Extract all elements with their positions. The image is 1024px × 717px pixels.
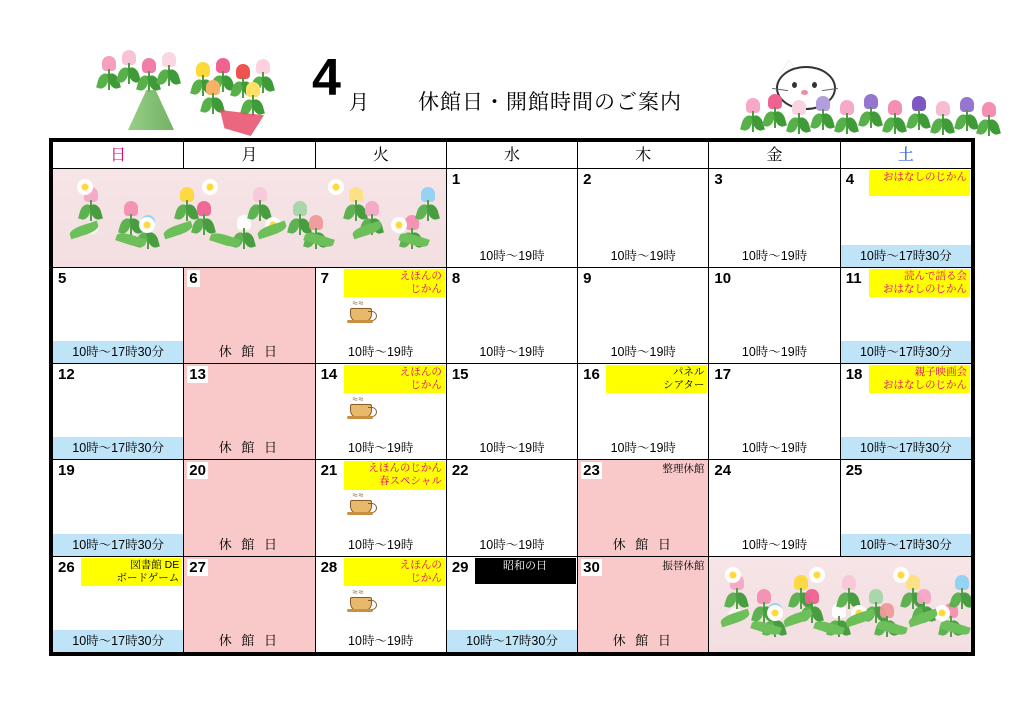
calendar-day-cell[interactable] bbox=[184, 556, 315, 652]
opening-hours-label: 10時～19時 bbox=[348, 634, 414, 648]
day-number: 2 bbox=[583, 171, 592, 188]
dow-thursday: 木 bbox=[578, 142, 709, 169]
day-cell-inner bbox=[53, 460, 183, 555]
day-cell-inner bbox=[841, 268, 971, 363]
day-number: 13 bbox=[189, 366, 206, 384]
day-cell-inner bbox=[184, 460, 314, 555]
day-cell-inner bbox=[841, 169, 971, 267]
opening-hours-label: 10時～19時 bbox=[479, 441, 545, 456]
day-number: 28 bbox=[320, 558, 338, 576]
calendar-banner-cell bbox=[53, 169, 447, 268]
day-number: 4 bbox=[845, 171, 855, 188]
dow-saturday: 土 bbox=[840, 142, 971, 169]
day-number: 23 bbox=[583, 462, 600, 480]
page-header bbox=[0, 0, 1024, 138]
day-cell-inner bbox=[709, 364, 839, 459]
calendar-week-row bbox=[53, 169, 972, 268]
calendar-day-cell[interactable] bbox=[840, 364, 971, 460]
day-cell-inner bbox=[578, 460, 708, 555]
opening-hours-label: 10時～17時30分 bbox=[53, 534, 183, 556]
opening-hours-label: 10時～17時30分 bbox=[841, 534, 971, 556]
day-event-note: 図書館 DE ボードゲーム bbox=[81, 558, 182, 586]
calendar-day-cell[interactable] bbox=[578, 460, 709, 556]
day-cell-inner bbox=[709, 460, 839, 555]
calendar-day-cell[interactable] bbox=[53, 267, 184, 363]
day-cell-inner bbox=[578, 268, 708, 363]
opening-hours-label: 10時～19時 bbox=[741, 441, 808, 456]
day-number: 24 bbox=[714, 462, 732, 480]
calendar-day-cell[interactable] bbox=[709, 364, 840, 460]
day-cell-inner bbox=[316, 557, 446, 652]
calendar-day-cell[interactable] bbox=[446, 267, 577, 363]
day-cell-inner bbox=[841, 460, 971, 555]
opening-hours-label: 10時～17時30分 bbox=[53, 630, 183, 652]
calendar-day-cell[interactable] bbox=[578, 169, 709, 268]
day-number: 14 bbox=[320, 366, 338, 384]
calendar-week-row bbox=[53, 460, 972, 556]
calendar-day-cell[interactable] bbox=[53, 364, 184, 460]
calendar-day-cell[interactable] bbox=[840, 460, 971, 556]
day-cell-inner bbox=[184, 557, 314, 652]
day-cell-inner bbox=[578, 169, 708, 267]
day-cell-inner bbox=[184, 364, 314, 459]
opening-hours-label: 10時～19時 bbox=[348, 537, 414, 552]
dow-monday: 月 bbox=[184, 142, 315, 169]
closed-day-label: 休 館 日 bbox=[184, 437, 314, 459]
calendar-day-cell[interactable] bbox=[578, 556, 709, 652]
coffee-cup-icon: ≈≈ bbox=[346, 394, 376, 420]
day-number: 27 bbox=[189, 558, 206, 576]
calendar-day-cell[interactable] bbox=[315, 556, 446, 652]
day-number: 19 bbox=[58, 462, 75, 480]
day-number: 21 bbox=[320, 462, 338, 480]
opening-hours-label: 10時～19時 bbox=[741, 248, 808, 263]
day-cell-inner bbox=[316, 268, 446, 363]
dow-wednesday: 水 bbox=[446, 142, 577, 169]
day-number: 16 bbox=[583, 366, 600, 384]
day-cell-inner bbox=[184, 268, 314, 363]
tulip-banner-illustration bbox=[53, 169, 446, 267]
calendar bbox=[49, 138, 975, 656]
opening-hours-label: 10時～17時30分 bbox=[841, 245, 971, 267]
tulip-bouquet-center-icon bbox=[190, 58, 300, 138]
day-event-note: えほんの じかん bbox=[344, 558, 445, 586]
calendar-day-cell[interactable] bbox=[709, 267, 840, 363]
calendar-table bbox=[52, 141, 972, 653]
calendar-day-cell[interactable] bbox=[53, 460, 184, 556]
calendar-banner-cell bbox=[709, 556, 972, 652]
dow-friday: 金 bbox=[709, 142, 840, 169]
day-event-note: おはなしのじかん bbox=[869, 170, 970, 196]
calendar-day-cell[interactable] bbox=[315, 460, 446, 556]
tulip-banner-illustration bbox=[709, 557, 971, 652]
day-number: 17 bbox=[714, 366, 732, 384]
day-number: 1 bbox=[451, 171, 461, 188]
day-cell-inner bbox=[53, 557, 183, 652]
opening-hours-label: 10時～17時30分 bbox=[841, 437, 971, 459]
day-event-note: 振替休館 bbox=[662, 559, 705, 572]
day-cell-inner bbox=[709, 169, 839, 267]
opening-hours-label: 10時～19時 bbox=[741, 345, 808, 360]
calendar-day-cell[interactable] bbox=[709, 169, 840, 268]
opening-hours-label: 10時～19時 bbox=[348, 345, 414, 360]
day-number: 12 bbox=[58, 366, 75, 384]
dow-tuesday: 火 bbox=[315, 142, 446, 169]
opening-hours-label: 10時～17時30分 bbox=[841, 341, 971, 363]
calendar-day-cell[interactable] bbox=[446, 460, 577, 556]
day-number: 5 bbox=[58, 269, 67, 287]
day-event-note: えほんの じかん bbox=[344, 365, 445, 393]
day-event-note: 読んで語る会 おはなしのじかん bbox=[869, 269, 970, 297]
opening-hours-label: 10時～19時 bbox=[741, 537, 808, 552]
calendar-day-cell[interactable] bbox=[578, 364, 709, 460]
opening-hours-label: 10時～17時30分 bbox=[53, 437, 183, 459]
calendar-day-cell[interactable] bbox=[53, 556, 184, 652]
calendar-day-cell[interactable] bbox=[315, 267, 446, 363]
day-cell-inner bbox=[447, 169, 577, 267]
day-number: 18 bbox=[845, 366, 863, 384]
month-unit-label: 月 bbox=[349, 92, 369, 114]
day-cell-inner bbox=[447, 268, 577, 363]
opening-hours-label: 10時～19時 bbox=[610, 441, 676, 456]
closed-day-label: 休 館 日 bbox=[184, 630, 314, 652]
tulip-row-right-icon bbox=[742, 80, 1012, 138]
page-title: 休館日・開館時間のご案内 bbox=[418, 91, 682, 114]
day-number: 30 bbox=[583, 558, 600, 576]
day-number: 11 bbox=[845, 269, 862, 287]
day-event-note: 親子映画会 おはなしのじかん bbox=[869, 365, 970, 393]
calendar-day-cell[interactable] bbox=[709, 460, 840, 556]
day-number: 3 bbox=[714, 171, 723, 188]
closed-day-label: 休 館 日 bbox=[184, 341, 314, 363]
day-cell-inner bbox=[447, 364, 577, 459]
day-cell-inner bbox=[53, 268, 183, 363]
coffee-cup-icon: ≈≈ bbox=[346, 587, 376, 613]
day-number: 20 bbox=[189, 462, 206, 480]
closed-day-label: 休 館 日 bbox=[184, 534, 314, 556]
opening-hours-label: 10時～19時 bbox=[479, 248, 545, 263]
day-cell-inner bbox=[578, 364, 708, 459]
day-event-note: パネル シアター bbox=[606, 365, 707, 393]
day-cell-inner bbox=[841, 364, 971, 459]
opening-hours-label: 10時～19時 bbox=[348, 441, 414, 456]
closed-day-label: 休 館 日 bbox=[578, 534, 708, 556]
day-cell-inner bbox=[447, 557, 577, 652]
day-cell-inner bbox=[447, 460, 577, 555]
day-cell-inner bbox=[316, 364, 446, 459]
calendar-day-cell[interactable] bbox=[840, 267, 971, 363]
day-number: 7 bbox=[320, 269, 329, 287]
day-number: 9 bbox=[583, 269, 592, 287]
month-number: 4 bbox=[312, 49, 341, 107]
day-number: 10 bbox=[714, 269, 732, 287]
calendar-day-cell[interactable] bbox=[184, 267, 315, 363]
calendar-day-cell[interactable] bbox=[578, 267, 709, 363]
day-event-note: 昭和の日 bbox=[475, 558, 576, 584]
calendar-week-row bbox=[53, 556, 972, 652]
opening-hours-label: 10時～19時 bbox=[479, 537, 545, 552]
calendar-day-cell[interactable] bbox=[315, 364, 446, 460]
calendar-day-cell[interactable] bbox=[184, 364, 315, 460]
opening-hours-label: 10時～17時30分 bbox=[447, 630, 577, 652]
calendar-header-row bbox=[53, 142, 972, 169]
day-cell-inner bbox=[709, 268, 839, 363]
day-cell-inner bbox=[578, 557, 708, 652]
calendar-day-cell[interactable] bbox=[446, 364, 577, 460]
coffee-cup-icon: ≈≈ bbox=[346, 490, 376, 516]
calendar-day-cell[interactable] bbox=[446, 556, 577, 652]
day-cell-inner bbox=[316, 460, 446, 555]
day-event-note: えほんの じかん bbox=[344, 269, 445, 297]
opening-hours-label: 10時～19時 bbox=[610, 345, 676, 360]
calendar-day-cell[interactable] bbox=[840, 169, 971, 268]
day-number: 6 bbox=[189, 269, 198, 287]
day-number: 26 bbox=[58, 558, 75, 576]
day-number: 8 bbox=[451, 269, 461, 287]
opening-hours-label: 10時～17時30分 bbox=[53, 341, 183, 363]
day-number: 29 bbox=[451, 558, 469, 576]
calendar-day-cell[interactable] bbox=[446, 169, 577, 268]
coffee-cup-icon: ≈≈ bbox=[346, 298, 376, 324]
day-event-note: えほんのじかん 春スペシャル bbox=[344, 461, 445, 489]
opening-hours-label: 10時～19時 bbox=[610, 248, 676, 263]
calendar-week-row bbox=[53, 364, 972, 460]
opening-hours-label: 10時～19時 bbox=[479, 345, 545, 360]
day-event-note: 整理休館 bbox=[662, 463, 705, 476]
dow-sunday: 日 bbox=[53, 142, 184, 169]
closed-day-label: 休 館 日 bbox=[578, 630, 708, 652]
day-number: 15 bbox=[451, 366, 469, 384]
calendar-day-cell[interactable] bbox=[184, 460, 315, 556]
calendar-week-row bbox=[53, 267, 972, 363]
day-cell-inner bbox=[53, 364, 183, 459]
day-number: 22 bbox=[451, 462, 469, 480]
day-number: 25 bbox=[845, 462, 863, 480]
